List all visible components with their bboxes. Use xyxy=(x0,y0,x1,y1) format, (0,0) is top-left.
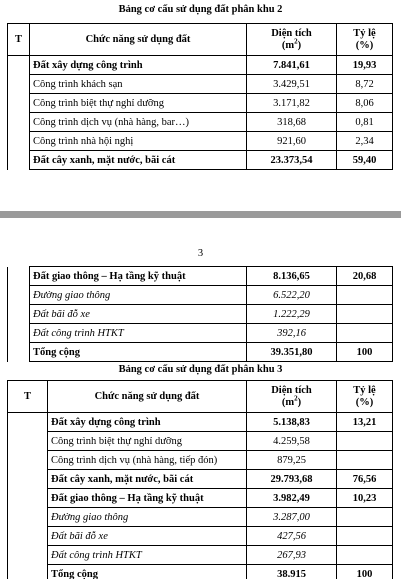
ratio-cell: 8,06 xyxy=(337,94,393,113)
row-index-cell xyxy=(8,527,48,546)
header-function: Chức năng sử dụng đất xyxy=(48,381,247,413)
land-function-cell: Công trình khách sạn xyxy=(30,75,247,94)
area-cell: 5.138,83 xyxy=(247,413,337,432)
area-cell: 392,16 xyxy=(247,324,337,343)
table-row xyxy=(8,286,393,305)
land-function-cell: Đường giao thông xyxy=(48,508,247,527)
ratio-cell xyxy=(337,286,393,305)
land-function-cell: Đất cây xanh, mặt nước, bãi cát xyxy=(48,470,247,489)
table2-caption: Bảng cơ cấu sử dụng đất phân khu 3 xyxy=(118,364,283,375)
land-function-cell: Đất xây dựng công trình xyxy=(30,56,247,75)
land-function-cell: Đất cây xanh, mặt nước, bãi cát xyxy=(30,151,247,170)
header-ratio: Tỷ lệ (%) xyxy=(337,381,393,413)
header-t: T xyxy=(8,24,30,56)
ratio-cell: 0,81 xyxy=(337,113,393,132)
header-ratio: Tỷ lệ (%) xyxy=(337,24,393,56)
area-cell: 23.373,54 xyxy=(247,151,337,170)
row-index-cell xyxy=(8,546,48,565)
table-row xyxy=(8,113,393,132)
area-cell: 8.136,65 xyxy=(247,267,337,286)
table1-body xyxy=(8,56,393,170)
land-function-cell: Tổng cộng xyxy=(48,565,247,579)
ratio-cell xyxy=(337,546,393,565)
ratio-cell: 8,72 xyxy=(337,75,393,94)
land-function-cell: Đường giao thông xyxy=(30,286,247,305)
ratio-cell xyxy=(337,305,393,324)
row-index-cell xyxy=(8,75,30,94)
row-index-cell xyxy=(8,132,30,151)
area-cell: 39.351,80 xyxy=(247,343,337,362)
row-index-cell xyxy=(8,305,30,324)
ratio-cell xyxy=(337,508,393,527)
ratio-cell xyxy=(337,324,393,343)
ratio-cell xyxy=(337,527,393,546)
table2-body xyxy=(8,413,393,579)
area-cell: 7.841,61 xyxy=(247,56,337,75)
land-function-cell: Công trình biệt thự nghỉ dưỡng xyxy=(30,94,247,113)
ratio-cell: 10,23 xyxy=(337,489,393,508)
land-function-cell: Đất công trình HTKT xyxy=(48,546,247,565)
ratio-cell: 20,68 xyxy=(337,267,393,286)
row-index-cell xyxy=(8,113,30,132)
table-row xyxy=(8,151,393,170)
row-index-cell xyxy=(8,413,48,432)
land-function-cell: Đất bãi đỗ xe xyxy=(48,527,247,546)
land-function-cell: Công trình dịch vụ (nhà hàng, bar…) xyxy=(30,113,247,132)
table-row xyxy=(8,489,393,508)
table-row xyxy=(8,132,393,151)
area-cell: 3.171,82 xyxy=(247,94,337,113)
row-index-cell xyxy=(8,432,48,451)
table1-cont-body xyxy=(8,267,393,362)
row-index-cell xyxy=(8,151,30,170)
table-row xyxy=(8,432,393,451)
header-t: T xyxy=(8,381,48,413)
area-cell: 3.287,00 xyxy=(247,508,337,527)
table-row xyxy=(8,75,393,94)
document-page-2 xyxy=(0,222,401,579)
land-use-table-zone3 xyxy=(7,380,393,579)
table1-caption: Bảng cơ cấu sử dụng đất phân khu 2 xyxy=(118,4,283,15)
header-function: Chức năng sử dụng đất xyxy=(30,24,247,56)
table-row xyxy=(8,470,393,489)
land-function-cell: Tổng cộng xyxy=(30,343,247,362)
table-row xyxy=(8,343,393,362)
ratio-cell xyxy=(337,432,393,451)
land-function-cell: Công trình dịch vụ (nhà hàng, tiếp đón) xyxy=(48,451,247,470)
table-row xyxy=(8,267,393,286)
land-function-cell: Đất xây dựng công trình xyxy=(48,413,247,432)
area-cell: 4.259,58 xyxy=(247,432,337,451)
table-row xyxy=(8,94,393,113)
ratio-cell: 2,34 xyxy=(337,132,393,151)
row-index-cell xyxy=(8,451,48,470)
table-row xyxy=(8,508,393,527)
row-index-cell xyxy=(8,56,30,75)
row-index-cell xyxy=(8,286,30,305)
document-page-1 xyxy=(0,0,401,207)
table-row xyxy=(8,324,393,343)
land-function-cell: Đất giao thông – Hạ tầng kỹ thuật xyxy=(30,267,247,286)
row-index-cell xyxy=(8,565,48,579)
area-cell: 38.915 xyxy=(247,565,337,579)
table-row xyxy=(8,413,393,432)
area-cell: 267,93 xyxy=(247,546,337,565)
area-cell: 921,60 xyxy=(247,132,337,151)
table-row xyxy=(8,565,393,579)
area-cell: 29.793,68 xyxy=(247,470,337,489)
ratio-cell: 100 xyxy=(337,565,393,579)
ratio-cell: 59,40 xyxy=(337,151,393,170)
area-cell: 1.222,29 xyxy=(247,305,337,324)
row-index-cell xyxy=(8,267,30,286)
land-function-cell: Đất bãi đỗ xe xyxy=(30,305,247,324)
page-number: 3 xyxy=(197,248,204,259)
land-function-cell: Đất giao thông – Hạ tầng kỹ thuật xyxy=(48,489,247,508)
area-cell: 879,25 xyxy=(247,451,337,470)
ratio-cell: 19,93 xyxy=(337,56,393,75)
page-separator xyxy=(0,207,401,222)
land-function-cell: Công trình nhà hội nghị xyxy=(30,132,247,151)
row-index-cell xyxy=(8,343,30,362)
table-row xyxy=(8,546,393,565)
area-cell: 6.522,20 xyxy=(247,286,337,305)
table-row xyxy=(8,451,393,470)
ratio-cell: 100 xyxy=(337,343,393,362)
row-index-cell xyxy=(8,508,48,527)
row-index-cell xyxy=(8,470,48,489)
table-row xyxy=(8,56,393,75)
table-row xyxy=(8,305,393,324)
ratio-cell: 13,21 xyxy=(337,413,393,432)
area-cell: 3.982,49 xyxy=(247,489,337,508)
row-index-cell xyxy=(8,94,30,113)
header-area: Diện tích $(m^2)$ xyxy=(247,24,337,56)
ratio-cell xyxy=(337,451,393,470)
land-function-cell: Đất công trình HTKT xyxy=(30,324,247,343)
table-row xyxy=(8,527,393,546)
area-cell: 3.429,51 xyxy=(247,75,337,94)
area-cell: 427,56 xyxy=(247,527,337,546)
area-cell: 318,68 xyxy=(247,113,337,132)
land-function-cell: Công trình biệt thự nghỉ dưỡng xyxy=(48,432,247,451)
ratio-cell: 76,56 xyxy=(337,470,393,489)
header-area: Diện tích $(m^2)$ xyxy=(247,381,337,413)
row-index-cell xyxy=(8,324,30,343)
row-index-cell xyxy=(8,489,48,508)
land-use-table-zone2 xyxy=(7,23,393,170)
land-use-table-zone2-continued xyxy=(7,266,393,362)
